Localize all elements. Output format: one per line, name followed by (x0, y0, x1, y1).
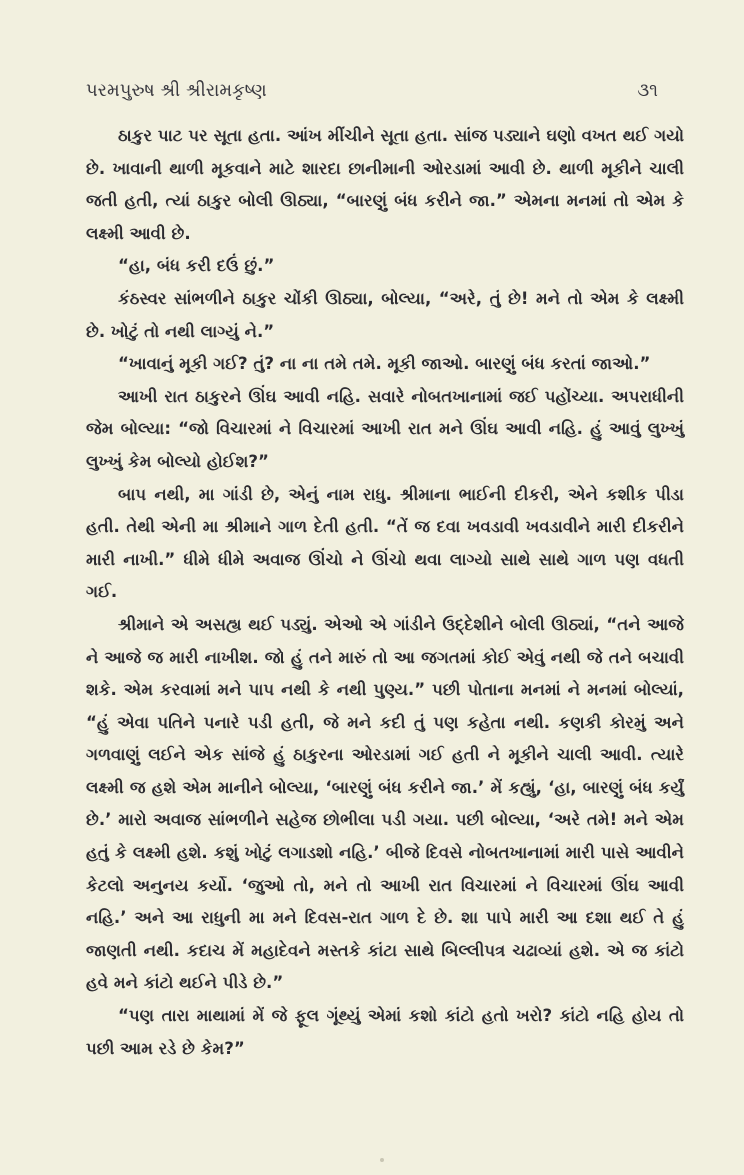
paragraph-6: બાપ નથી, મા ગાંડી છે, એનું નામ રાધુ. શ્રીમાના ભાઈની દીકરી, એને કશીક પીડા હતી. તેથી એની મા શ્રીમાને ગાળ દેતી હતી. “તેં જ દવા ખવડાવી ખવડાવીને મારી દીકરીને મારી નાખી.” ધીમે ધીમે અવાજ ઊંચો ને ઊંચો થવા લાગ્યો સાથે સાથે ગાળ પણ વધતી ગઈ. (86, 484, 684, 602)
paragraph-3: કંઠસ્વર સાંભળીને ઠાકુર ચોંકી ઊઠ્યા, બોલ્યા, “અરે, તું છે! મને તો એમ કે લક્ષ્મી છે. ખોટું તો નથી લાગ્યું ને.” (86, 288, 684, 341)
paragraph-7: શ્રીમાને એ અસહ્ય થઈ પડ્યું. એઓ એ ગાંડીને ઉદ્દેશીને બોલી ઊઠ્યાં, “તને આજે ને આજે જ મારી નાખીશ. જો હું તને મારું તો આ જગતમાં કોઈ એવું નથી જે તને બચાવી શકે. એમ કરવામાં મને પાપ નથી કે નથી પુણ્ય.” પછી પોતાના મનમાં ને મનમાં બોલ્યાં, “હું એવા પતિને પનારે પડી હતી, જે મને કદી તું પણ કહેતા નથી. કણકી કોરમું અને ગળવાણું લઈને એક સાંજે હું ઠાકુરના ઓરડામાં ગઈ હતી ને મૂકીને ચાલી આવી. ત્યારે લક્ષ્મી જ હશે એમ માનીને બોલ્યા, ‘બારણું બંધ કરીને જા.’ મેં કહ્યું, ‘હા, બારણું બંધ કર્યું છે.’ મારો અવાજ સાંભળીને સહેજ છોભીલા પડી ગયા. પછી બોલ્યા, ‘અરે તમે! મને એમ હતું કે લક્ષ્મી હશે. કશું ખોટું લગાડશો નહિ.’ બીજે દિવસે નોબતખાનામાં મારી પાસે આવીને કેટલો અનુનય કર્યો. ‘જુઓ તો, મને તો આખી રાત વિચારમાં ને વિચારમાં ઊંઘ આવી નહિ.’ અને આ રાધુની મા મને દિવસ-રાત ગાળ દે છે. શા પાપે મારી આ દશા થઈ તે હું જાણતી નથી. કદાચ મેં મહાદેવને મસ્તકે કાંટા સાથે બિલ્લીપત્ર ચઢાવ્યાં હશે. એ જ કાંટો હવે મને કાંટો થઈને પીડે છે.” (86, 614, 684, 993)
paragraph-4: “ખાવાનું મૂકી ગઈ? તું? ના ના તમે તમે. મૂકી જાઓ. બારણું બંધ કરતાં જાઓ.” (118, 354, 651, 374)
paper-speck (380, 1158, 384, 1162)
paragraph-2: “હા, બંધ કરી દઉં છું.” (118, 256, 275, 276)
page-header (86, 80, 658, 101)
paragraph-8: “પણ તારા માથામાં મેં જે ફૂલ ગૂંથ્યું એમાં કશો કાંટો હતો ખરો? કાંટો નહિ હોય તો પછી આમ રડે છે કેમ?” (86, 1006, 684, 1058)
page-body (86, 120, 684, 1065)
running-title: પરમપુરુષ શ્રી શ્રીરામકૃષ્ણ (86, 80, 267, 101)
paragraph-5: આખી રાત ઠાકુરને ઊંઘ આવી નહિ. સવારે નોબતખાનામાં જઈ પહોંચ્યા. અપરાધીની જેમ બોલ્યા: “જો વિચારમાં ને વિચારમાં આખી રાત મને ઊંઘ આવી નહિ. હું આવું લુખ્ખું લુખ્ખું કેમ બોલ્યો હોઈશ?” (86, 386, 684, 471)
paragraph-1: ઠાકુર પાટ પર સૂતા હતા. આંખ મીંચીને સૂતા હતા. સાંજ પડ્યાને ઘણો વખત થઈ ગયો છે. ખાવાની થાળી મૂકવાને માટે શારદા છાનીમાની ઓરડામાં આવી છે. થાળી મૂકીને ચાલી જતી હતી, ત્યાં ઠાકુર બોલી ઊઠ્યા, “બારણું બંધ કરીને જા.” એમના મનમાં તો એમ કે લક્ષ્મી આવી છે. (86, 126, 684, 243)
page-number: ૩૧ (637, 80, 658, 101)
